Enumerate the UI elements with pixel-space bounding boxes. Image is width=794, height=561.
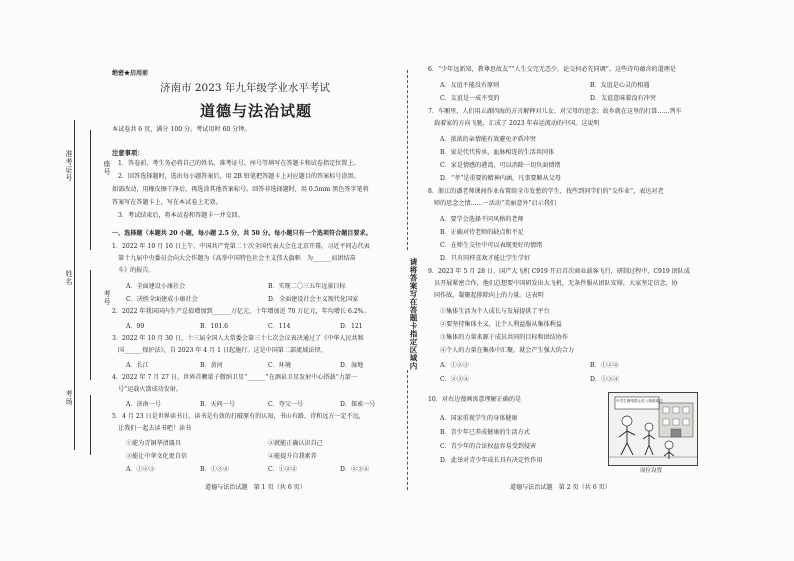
q10-option-d[interactable]: D．此举对青少年成长具有决定性作用 (440, 457, 543, 464)
q2-option-b[interactable]: B．101.6 (200, 323, 229, 330)
section-1-title: 一、选择题（本题共 20 小题，每小题 2.5 分，共 50 分。每小题只有一个选项符合题目要求。 (112, 230, 372, 237)
q8-text: 师的思念之情……一活动“美丽意外”启示我们 (434, 200, 557, 207)
q1-option-d[interactable]: D．全面建设社会主义现代化国家 (268, 296, 359, 303)
q7-option-c[interactable]: C．家是情感的港湾，可以消除一切负面情绪 (440, 162, 561, 169)
q7-option-b[interactable]: B．家是代代传承、血脉相连的生活共同体 (440, 149, 555, 156)
divider-dash-top (407, 70, 408, 250)
q9-text: 9．2023 年 5 月 28 日，国产大飞机 C919 开启首次商业载客飞行，研制过程中，C919 团队成 (428, 268, 690, 275)
notice-line: 1．答卷前，考生务必将自己的姓名、准考证号、座号等填写在答题卡和试卷指定位置上。 (118, 160, 360, 167)
q9-option-d[interactable]: D．①③④ (590, 376, 620, 383)
q9-option-c[interactable]: C．②③④ (440, 376, 470, 383)
name-label: 姓名 (65, 270, 73, 286)
seat-label-2: 考号 (103, 290, 111, 306)
q10-option-b[interactable]: B．青少年已养成健康的生活方式 (440, 429, 530, 436)
q9-item-4: ④个人的力量在集体中汇聚，就会产生强大的合力 (440, 347, 575, 354)
q9-text: 同作战，凝聚起排除向上的力量。这表明 (434, 292, 544, 299)
venue-label: 考场 (65, 390, 73, 406)
q10-text: 10．对右边漫画寓意理解正确的是 (428, 396, 522, 403)
q3-text: 国______保护法》，自 2023 年 4 月 1 日起施行。这是中国第二部流域法律。 (118, 347, 327, 354)
notice-line: 2．回答选择题时，选出每小题答案后，用 2B 铅笔把答题卡上对应题目的答案标号涂黑。 (118, 173, 360, 180)
q2-option-a[interactable]: A．99 (126, 323, 145, 330)
q9-option-a[interactable]: A．①②③ (440, 362, 469, 369)
exam-intro: 本试卷共 6 页，满分 100 分。考试用时 60 分钟。 (112, 126, 251, 133)
q8-text: 8．浙江的潘老师课间作业布置给全市发愁的学生，找些到同学们的“交作业”，表达对老 (428, 188, 664, 195)
notice-line: 如需改动，用橡皮擦干净后，再选涂其他答案标号。回答非选择题时，用 0.5mm 黑色签字笔将 (112, 186, 369, 193)
exam-title: 济南市 2023 年九年级学业水平考试 (160, 82, 330, 94)
q8-option-d[interactable]: D．只有同样喜欢才能让学生学好 (440, 255, 531, 262)
q2-option-d[interactable]: D．121 (340, 323, 363, 330)
q10-option-c[interactable]: C．青少年的合法权益容易受到侵害 (440, 443, 537, 450)
page-1-footer: 道德与法治试题 第 1 页（共 6 页） (205, 484, 306, 491)
q9-item-3: ③集体的力量来源于成员共同的目标和团结协作 (440, 334, 568, 341)
q1-text: 斗》的报告。 (118, 267, 155, 274)
q1-option-c[interactable]: C．决胜全面建成小康社会 (126, 296, 198, 303)
q6-option-a[interactable]: A．友谊不能没有原则 (440, 82, 500, 89)
q3-text: 3．2022 年 10 月 30 日，十三届全国人大常委会第三十七次会议表决通过了《中华人民共和 (112, 335, 364, 342)
q1-option-a[interactable]: A．全面建设小康社会 (126, 283, 186, 290)
q5-option-c[interactable]: C．①②④ (268, 466, 298, 473)
q4-option-c[interactable]: C．夸父一号 (268, 401, 304, 408)
secret-mark: 绝密★启用前 (112, 70, 149, 77)
q9-item-1: ①集体生活为个人成长与发展提供了平台 (440, 308, 550, 315)
q4-option-b[interactable]: B．天问一号 (200, 401, 235, 408)
subject-title: 道德与法治试题 (200, 102, 313, 120)
seat-label: 座号 (103, 160, 111, 176)
q8-option-a[interactable]: A．要学会选择不同风格的老师 (440, 216, 524, 223)
exam-id-blank (90, 130, 91, 250)
cartoon-illustration (608, 392, 698, 466)
name-blank (90, 270, 91, 380)
exam-id-label: 准考证号 (65, 150, 73, 182)
q4-text: 号”运载火箭成功发射。 (118, 386, 183, 393)
q3-option-d[interactable]: D．湿地 (340, 362, 364, 369)
q8-option-c[interactable]: C．在师生交往中可以表现更好的情绪 (440, 242, 543, 249)
q3-option-b[interactable]: B．黄河 (200, 362, 223, 369)
notice-title: 注意事项： (112, 150, 144, 157)
q7-option-a[interactable]: A．浓浓的亲情能有效避免矛盾冲突 (440, 136, 536, 143)
q3-option-a[interactable]: A．长江 (126, 362, 149, 369)
notice-line: 3．考试结束后，将本试卷和答题卡一并交回。 (118, 212, 244, 219)
q5-item-4: ④能提升自我素养 (268, 453, 317, 460)
q5-option-b[interactable]: B．①③④ (200, 466, 229, 473)
q1-option-b[interactable]: B．实现二〇三五年远景目标 (268, 283, 346, 290)
q6-option-b[interactable]: B．友谊是心灵的相遇 (590, 82, 650, 89)
cartoon-sign-text: 中学生网络禁止进入校园周边 (616, 399, 663, 403)
margin-rule (74, 120, 75, 450)
divider-dash-bottom (407, 370, 408, 490)
q5-item-3: ③能让中华文化更自信 (126, 453, 187, 460)
cartoon-caption: 岗位设置 (640, 468, 663, 474)
q2-option-c[interactable]: C．114 (268, 323, 291, 330)
q1-text: 第十九届中央委员会向大会作题为《高举中国特色社会主义伟大旗帜 为______而团结奋 (118, 255, 356, 262)
q4-text: 4．2022 年 7 月 27 日，世界首颗量子微纳卫星“______”在酒泉卫星发射中心搭载“力箭一 (112, 374, 358, 381)
divider-notice: 请将答案写在答题卡指定区域内 (409, 258, 418, 370)
venue-blank (90, 395, 91, 455)
q6-text: 6．“少年远新知，教尊思故友”“人生交完无恙少，论交何必先同调”。这些诗句蕴含的道理是 (428, 66, 676, 73)
q7-text: 7．车厢里，人们用五湖四海的方言解释对儿女、对父母的思念；故乡就在这里的打算……列车 (428, 108, 682, 115)
q5-option-a[interactable]: A．①②③ (126, 466, 155, 473)
q5-option-d[interactable]: D．②③④ (340, 466, 370, 473)
q9-option-b[interactable]: B．①②④ (590, 362, 619, 369)
page-2-footer: 道德与法治试题 第 2 页（共 6 页） (510, 484, 611, 491)
q5-item-2: ②就能正确认识自己 (268, 440, 323, 447)
q4-option-a[interactable]: A．济南一号 (126, 401, 161, 408)
q9-item-2: ②要坚持集体主义，让个人利益服从集体利益 (440, 321, 562, 328)
q10-option-a[interactable]: A．国家重视学生的身体健康 (440, 415, 518, 422)
q7-option-d[interactable]: D．“孝”是重要的精神内涵，凡事要顺从父母 (440, 175, 561, 182)
q7-text: 载着家的方向飞驰，汇成了 2023 年春运流动的中国。这说明 (434, 120, 600, 127)
q1-text: 1．2022 年 10 月 16 日上午，中国共产党第二十次全国代表大会在北京开幕。习近平同志代表 (112, 243, 370, 250)
q2-text: 2．2022 年我国国内生产总值增加到______万亿元，十年增加近 70 万亿元，年均增长 6.2%。 (112, 308, 370, 315)
q3-option-c[interactable]: C．环境 (268, 362, 291, 369)
q9-text: 员开展紧密合作，他们总想要中国研发出大飞机，无条件服从团队安排，大家坚定信念，协 (434, 280, 678, 287)
q5-item-1: ①能为青铜华清器具 (126, 440, 181, 447)
q4-option-d[interactable]: D．探索一号 (340, 401, 376, 408)
q8-option-b[interactable]: B．正确对待老师的缺点和不足 (440, 229, 524, 236)
q6-option-c[interactable]: C．友谊是一成不变的 (440, 95, 500, 102)
q5-text: 让我们一起去读书吧！读书 (118, 425, 192, 432)
q5-text: 5．4 月 23 日是世界读书日。读书是有效的打破原有的认知，书山有路，诗和远方一定不远， (112, 413, 365, 420)
q6-option-d[interactable]: D．友谊意味着没有冲突 (590, 95, 656, 102)
notice-line: 答案写在答题卡上，写在本试卷上无效。 (112, 199, 222, 206)
